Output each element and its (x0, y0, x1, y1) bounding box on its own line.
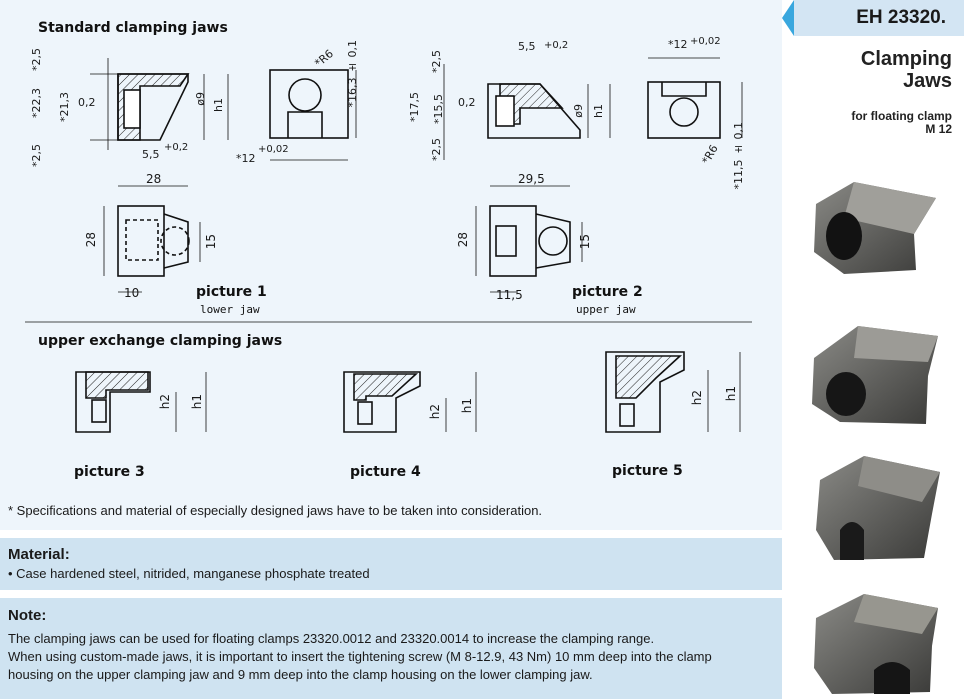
dim-h2-p5: h2 (690, 390, 704, 406)
note-title: Note: (8, 607, 47, 624)
dim-28-b: 28 (84, 232, 98, 248)
product-photo-4 (804, 588, 944, 698)
note-box (0, 598, 782, 699)
dim-28-a: 28 (146, 172, 162, 186)
picture-2-label: picture 2 (572, 284, 643, 300)
dim-h1-p4: h1 (460, 398, 474, 414)
dim-r6-a: *R6 (312, 47, 336, 70)
dim-10: 10 (124, 286, 140, 300)
dim-r6-b: *R6 (699, 142, 721, 167)
dim-22-3: *22,3 (30, 88, 43, 118)
dim-21-3: *21,3 (58, 92, 71, 122)
product-photo-3 (804, 452, 944, 562)
dim-5-5-b: 5,5 (518, 40, 536, 53)
note-line-2: When using custom-made jaws, it is important to insert the tightening screw (M 8-12.9, 43 Nm) 10 mm deep into the clamp (8, 649, 712, 664)
dim-29-5: 29,5 (518, 172, 545, 186)
dim-2-5-b-bottom: *2,5 (430, 138, 443, 161)
material-box (0, 538, 782, 590)
picture-3-label: picture 3 (74, 464, 145, 480)
dim-2-5-bottom: *2,5 (30, 144, 43, 167)
dim-15-a: 15 (204, 234, 218, 250)
product-subtitle-line2: M 12 (925, 122, 952, 136)
dim-0-2: 0,2 (78, 96, 96, 109)
dim-15-5: *15,5 (432, 94, 445, 124)
dim-11-5: *11,5 ± 0,1 (732, 122, 745, 190)
dim-28-c: 28 (456, 232, 470, 248)
product-subtitle (851, 110, 952, 136)
picture-1-sub: lower jaw (200, 303, 260, 316)
picture-4-label: picture 4 (350, 464, 421, 480)
dim-dia-9-b: ø9 (572, 104, 585, 118)
product-title (861, 48, 952, 92)
dim-0-2-b: 0,2 (458, 96, 476, 109)
dim-tol-0-2: +0,2 (164, 142, 189, 153)
note-line-1: The clamping jaws can be used for floating clamps 23320.0012 and 23320.0014 to increase the clamping range. (8, 631, 655, 646)
product-subtitle-line1: for floating clamp (851, 109, 952, 123)
dim-h2-p3: h2 (158, 394, 172, 410)
material-title: Material: (8, 546, 70, 563)
right-panel (782, 0, 964, 699)
dim-dia-9: ø9 (194, 92, 207, 106)
section-title-standard: Standard clamping jaws (38, 20, 228, 36)
dim-2-5-top: *2,5 (30, 48, 43, 71)
dim-h1-p5: h1 (724, 386, 738, 402)
section-title-upper-exchange: upper exchange clamping jaws (38, 333, 283, 349)
dim-17-5: *17,5 (408, 92, 421, 122)
dim-tol-0-02-b: +0,02 (690, 36, 721, 47)
note-line-3: housing on the upper clamping jaw and 9 mm deep into the clamp housing on the lower clamping jaw. (8, 667, 593, 682)
dim-tol-0-2-b: +0,2 (544, 40, 569, 51)
product-photo-2 (804, 318, 944, 428)
picture-1-label: picture 1 (196, 284, 267, 300)
dim-16-3: *16,3 ± 0,1 (346, 40, 359, 108)
product-title-line1: Clamping (860, 48, 952, 70)
dim-12-a: *12 (236, 152, 256, 165)
dim-h1-a: h1 (212, 98, 225, 112)
dim-12-b: *12 (668, 38, 688, 51)
product-photo-1 (804, 178, 944, 278)
dim-11-5-b: 11,5 (496, 288, 523, 302)
dim-tol-0-02-a: +0,02 (258, 144, 289, 155)
picture-2-sub: upper jaw (576, 303, 636, 316)
dim-2-5-b-top: *2,5 (430, 50, 443, 73)
section-arrow-icon (782, 0, 794, 36)
product-code-bar (794, 0, 964, 36)
dim-5-5: 5,5 (142, 148, 160, 161)
dim-h1-b: h1 (592, 104, 605, 118)
footnote: * Specifications and material of especially designed jaws have to be taken into consideration. (8, 503, 543, 518)
product-title-line2: Jaws (903, 70, 952, 92)
material-text: • Case hardened steel, nitrided, manganese phosphate treated (8, 566, 370, 581)
product-code: EH 23320. (856, 7, 946, 28)
dim-h1-p3: h1 (190, 394, 204, 410)
picture-5-label: picture 5 (612, 463, 683, 479)
dim-15-b: 15 (578, 234, 592, 250)
dim-h2-p4: h2 (428, 404, 442, 420)
